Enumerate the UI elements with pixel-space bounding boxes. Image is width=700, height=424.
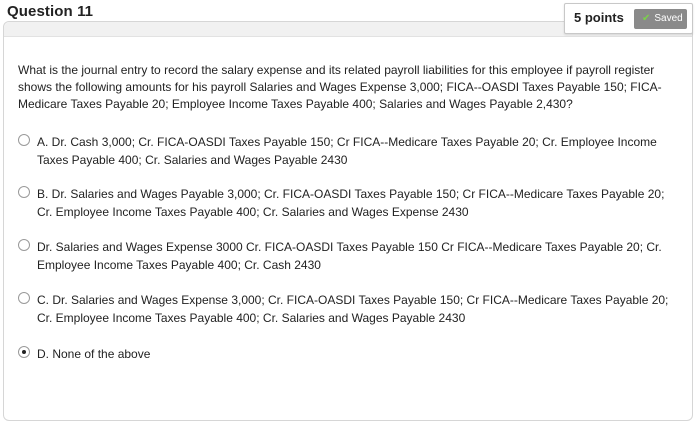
- saved-badge: [634, 9, 687, 29]
- radio-button[interactable]: [18, 292, 30, 304]
- answer-option-text: Dr. Salaries and Wages Expense 3000 Cr. FICA-OASDI Taxes Payable 150 Cr FICA--Medicare Taxes Payable 20; Cr. Employee Income Taxes Payable 400; Cr. Cash 2430: [37, 240, 662, 272]
- points-box: [564, 3, 693, 34]
- answer-option-text: A. Dr. Cash 3,000; Cr. FICA-OASDI Taxes Payable 150; Cr FICA--Medicare Taxes Payable 20; Cr. Employee Income Taxes Payable 400; Cr. Salaries and Wages Payable 2430: [37, 135, 657, 167]
- radio-button[interactable]: [18, 186, 30, 198]
- radio-button-selected[interactable]: [18, 346, 30, 358]
- saved-label: Saved: [654, 13, 683, 24]
- radio-button[interactable]: [18, 239, 30, 251]
- points-label: 5 points: [574, 10, 624, 25]
- answer-option-text: C. Dr. Salaries and Wages Expense 3,000; Cr. FICA-OASDI Taxes Payable 150; Cr FICA--Medicare Taxes Payable 20; Cr. Employee Income Taxes Payable 400; Cr. Salaries and Wages Payable 2430: [37, 293, 669, 325]
- question-text: What is the journal entry to record the salary expense and its related payroll liabilities for this employee if payroll register shows the following amounts for his payroll Salaries and Wages Expense 3,000; FICA--OASDI Taxes Payable 150; FICA- Medicare Taxes Payable 20; Employee Income Taxes Payable 400; Salaries and Wages Payable 2,430?: [18, 63, 662, 111]
- answer-option-text: B. Dr. Salaries and Wages Payable 3,000; Cr. FICA-OASDI Taxes Payable 150; Cr FICA--Medicare Taxes Payable 20; Cr. Employee Income Taxes Payable 400; Cr. Salaries and Wages Expense 2430: [37, 187, 665, 219]
- question-title: Question 11: [7, 3, 94, 20]
- check-icon: ✔: [642, 13, 651, 24]
- radio-button[interactable]: [18, 134, 30, 146]
- answer-option-text: D. None of the above: [37, 347, 151, 361]
